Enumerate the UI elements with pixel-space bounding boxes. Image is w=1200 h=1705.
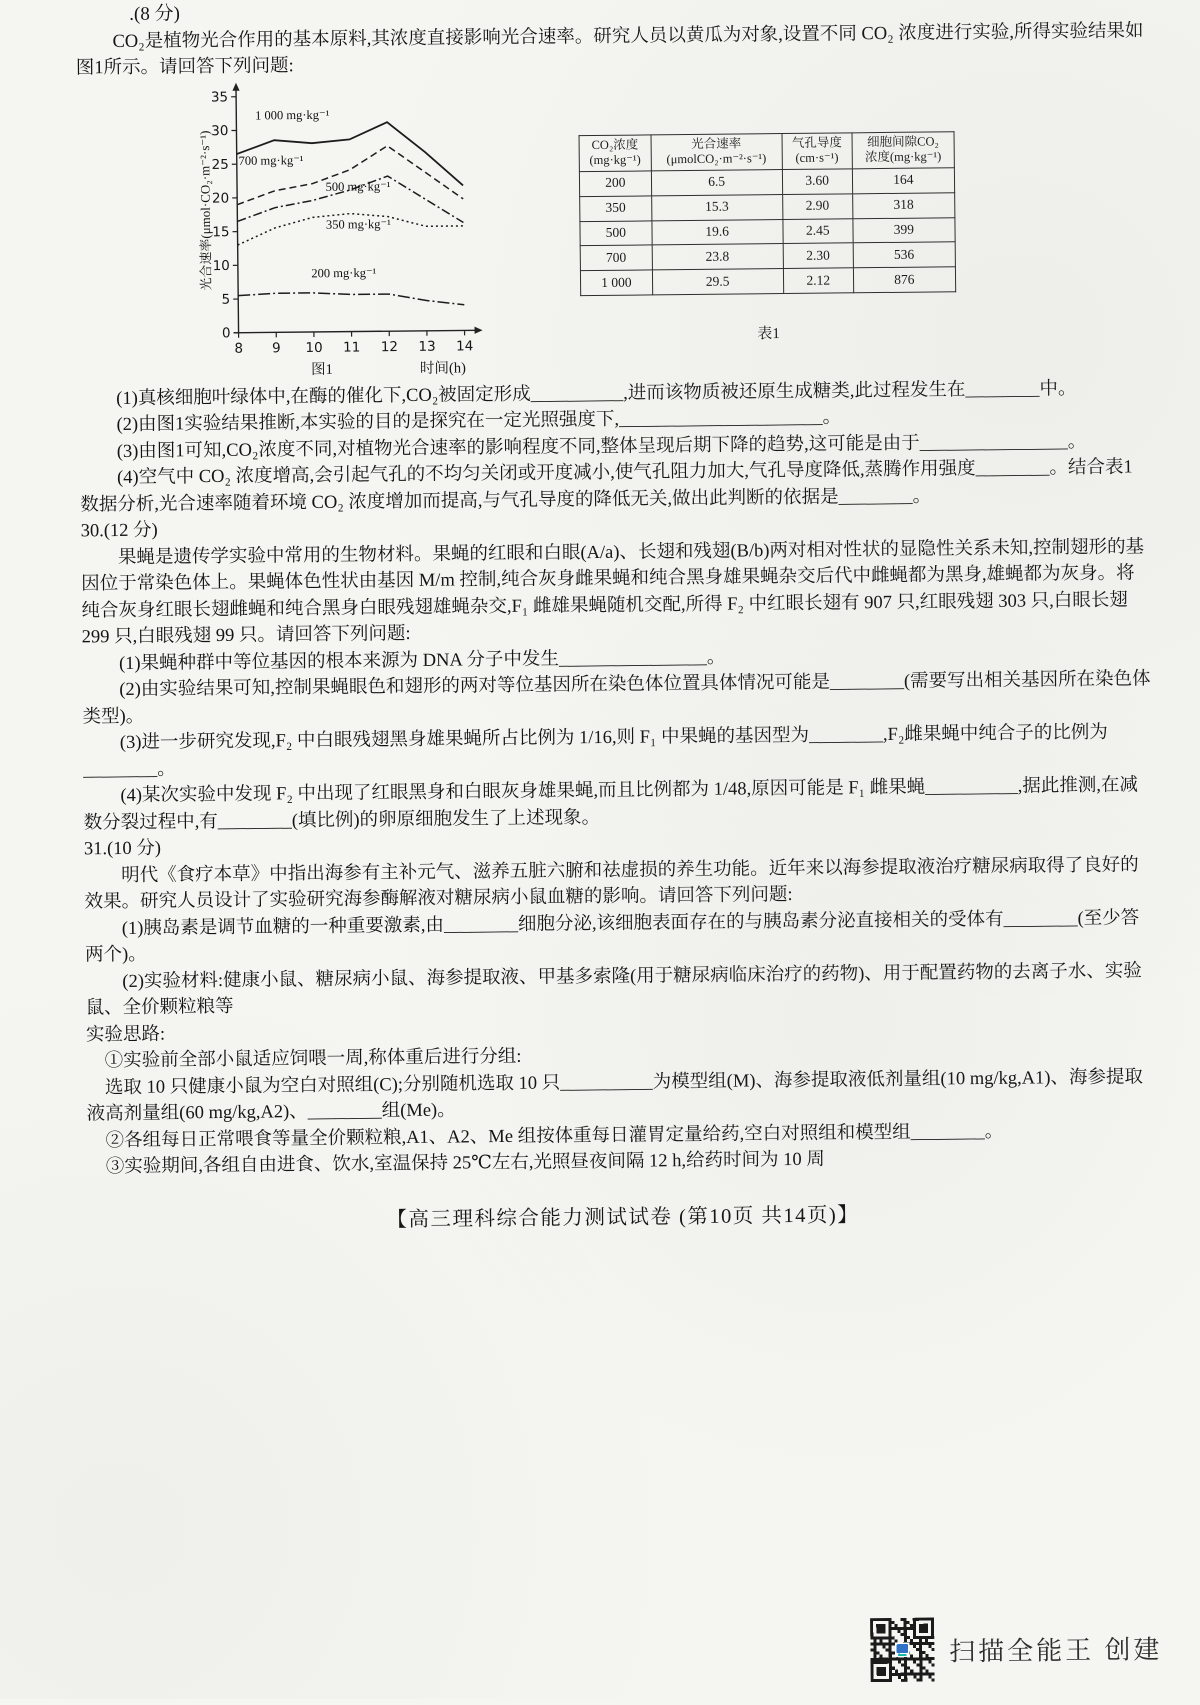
q30-item-3: (3)进一步研究发现,F₂ 中白眼残翅黑身雄果蝇所占比例为 1/16,则 F₁ 中果蝇的基因型为________,F₂雌果蝇中纯合子的比例为________。	[83, 719, 1153, 783]
table-row: 350 15.3 2.90 318	[580, 192, 955, 221]
table-row: 1 000 29.5 2.12 876	[580, 267, 955, 296]
svg-text:15: 15	[212, 224, 229, 240]
scanner-credit: 扫描全能王 创建	[949, 1629, 1163, 1668]
q29-item-3: (3)由图1可知,CO₂浓度不同,对植物光合速率的影响程度不同,整体呈现后期下降的趋势,这可能是由于________________。	[80, 428, 1150, 466]
svg-text:时间(h): 时间(h)	[420, 359, 466, 376]
table-header-cell: 气孔导度 (cm·s⁻¹)	[782, 132, 852, 169]
svg-text:0: 0	[222, 325, 231, 341]
q29-item-4: (4)空气中 CO₂ 浓度增高,会引起气孔的不均匀关闭或开度减小,使气孔阻力加大,气孔导度降低,蒸腾作用强度________。结合表1数据分析,光合速率随着环境 CO₂ 浓度增加而提高,与气孔导度的降低无关,做出此判断的依据是________。	[80, 454, 1150, 518]
data-table	[579, 131, 957, 297]
q31-item-1: (1)胰岛素是调节血糖的一种重要激素,由________细胞分泌,该细胞表面存在的与胰岛素分泌直接相关的受体有________(至少答两个)。	[85, 905, 1155, 969]
table-header-cell: 细胞间隙CO₂ 浓度(mg·kg⁻¹)	[852, 131, 955, 168]
table-header-cell: 光合速率 (μmolCO₂·m⁻²·s⁻¹)	[651, 133, 782, 171]
table-row: 200 6.5 3.60 164	[579, 168, 954, 197]
q30-item-2: (2)由实验结果可知,控制果蝇眼色和翅形的两对等位基因所在染色体位置具体情况可能是________(需要写出相关基因所在染色体类型)。	[82, 666, 1152, 730]
q31-step-1: ①实验前全部小鼠适应饲喂一周,称体重后进行分组:	[86, 1037, 1156, 1075]
table-header-row	[579, 131, 954, 171]
svg-text:25: 25	[212, 156, 229, 172]
q29-intro: CO₂是植物光合作用的基本原料,其浓度直接影响光合速率。研究人员以黄瓜为对象,设置不同 CO₂ 浓度进行实验,所得实验结果如图1所示。请回答下列问题:	[75, 18, 1145, 82]
svg-text:13: 13	[418, 338, 435, 354]
q30-number: 30.(12 分)	[81, 507, 1151, 545]
chart-y-axis-label: 光合速率(μmol·CO₂·m⁻²·s⁻¹)	[193, 79, 215, 341]
table-1-block	[579, 131, 957, 346]
svg-text:350 mg·kg⁻¹: 350 mg·kg⁻¹	[326, 216, 391, 231]
q30-item-4: (4)某次实验中发现 F₂ 中出现了红眼黑身和白眼灰身雄果蝇,而且比例都为 1/48,原因可能是 F₁ 雌果蝇__________,据此推测,在减数分裂过程中,有________(填比例)的卵原细胞发生了上述现象。	[83, 772, 1153, 836]
table-row: 700 23.8 2.30 536	[580, 242, 955, 271]
svg-text:30: 30	[211, 123, 228, 139]
svg-text:20: 20	[212, 190, 229, 206]
q31-item-2: (2)实验材料:健康小鼠、糖尿病小鼠、海参提取液、甲基多索隆(用于糖尿病临床治疗的药物)、用于配置药物的去离子水、实验鼠、全价颗粒粮等	[85, 958, 1155, 1022]
svg-text:9: 9	[272, 340, 281, 356]
svg-text:200 mg·kg⁻¹: 200 mg·kg⁻¹	[311, 265, 376, 280]
svg-text:8: 8	[234, 340, 243, 356]
q31-step-2: ②各组每日正常喂食等量全价颗粒粮,A1、A2、Me 组按体重每日灌胃定量给药,空白对照组和模型组________。	[87, 1117, 1157, 1155]
q29-item-2: (2)由图1实验结果推断,本实验的目的是探究在一定光照强度下,______________________。	[79, 401, 1149, 439]
table-header-cell: CO₂浓度 (mg·kg⁻¹)	[579, 134, 651, 171]
svg-text:12: 12	[381, 339, 398, 355]
table-row: 500 19.6 2.45 399	[580, 217, 955, 246]
table-caption: 表1	[580, 320, 956, 345]
figure-and-table-row	[76, 73, 1149, 386]
scanner-stamp	[870, 1615, 1163, 1682]
line-chart	[192, 79, 511, 382]
svg-text:图1: 图1	[311, 360, 333, 377]
svg-text:500 mg·kg⁻¹: 500 mg·kg⁻¹	[325, 179, 390, 194]
q31-number: 31.(10 分)	[84, 825, 1154, 863]
q31-step-1b: 选取 10 只健康小鼠为空白对照组(C);分别随机选取 10 只__________为模型组(M)、海参提取液低剂量组(10 mg/kg,A1)、海参提取液高剂量组(60 mg/kg,A2)、________组(Me)。	[86, 1064, 1156, 1128]
q30-intro: 果蝇是遗传学实验中常用的生物材料。果蝇的红眼和白眼(A/a)、长翅和残翅(B/b)两对相对性状的显隐性关系未知,控制翅形的基因位于常染色体上。果蝇体色性状由基因 M/m 控制,纯合灰身雌果蝇和纯合黑身雄果蝇杂交后代中雌蝇都为黑身,雄蝇都为灰身。将纯合灰身红眼长翅雌蝇和纯合黑身白眼残翅雄蝇杂交,F₁ 雌雄果蝇随机交配,所得 F₂ 中红眼长翅有 907 只,红眼残翅 303 只,白眼长翅 299 只,白眼残翅 99 只。请回答下列问题:	[81, 534, 1152, 651]
svg-text:700 mg·kg⁻¹: 700 mg·kg⁻¹	[239, 153, 304, 168]
question-29-number-fragment: .(8 分)	[129, 0, 1145, 28]
q29-item-1: (1)真核细胞叶绿体中,在酶的催化下,CO₂被固定形成__________,进而该物质被还原生成糖类,此过程发生在________中。	[79, 375, 1149, 413]
svg-text:10: 10	[305, 339, 322, 355]
footer-title: 【高三理科综合能力测试试卷 (第10页 共14页)】	[88, 1194, 1158, 1235]
svg-text:11: 11	[343, 339, 360, 355]
q31-step-3: ③实验期间,各组自由进食、饮水,室温保持 25℃左右,光照昼夜间隔 12 h,给药时间为 10 周	[87, 1143, 1157, 1181]
qr-code-icon	[870, 1618, 935, 1683]
svg-text:5: 5	[222, 291, 231, 307]
q31-steps-title: 实验思路:	[86, 1011, 1156, 1049]
svg-text:1 000 mg·kg⁻¹: 1 000 mg·kg⁻¹	[255, 107, 330, 122]
q31-intro: 明代《食疗本草》中指出海参有主补元气、滋养五脏六腑和祛虚损的养生功能。近年来以海参提取液治疗糖尿病取得了良好的效果。研究人员设计了实验研究海参酶解液对糖尿病小鼠血糖的影响。请回答下列问题:	[84, 852, 1154, 916]
svg-text:14: 14	[456, 338, 473, 354]
svg-text:10: 10	[213, 257, 230, 273]
q30-item-1: (1)果蝇种群中等位基因的根本来源为 DNA 分子中发生________________。	[82, 640, 1152, 678]
figure-1-chart	[192, 79, 525, 382]
svg-text:35: 35	[211, 89, 228, 105]
